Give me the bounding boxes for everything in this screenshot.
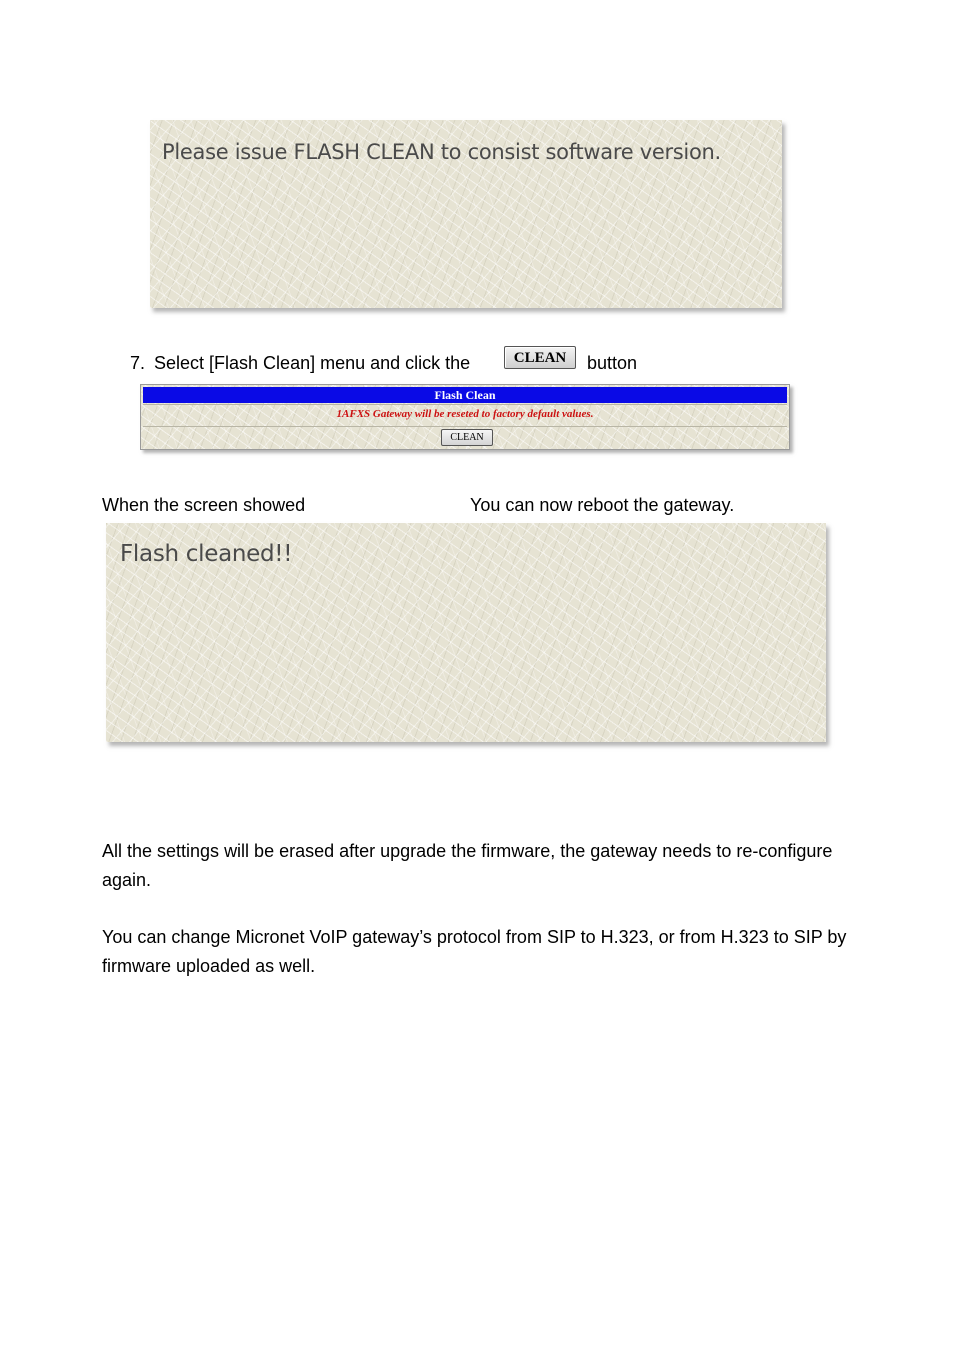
flash-cleaned-screenshot	[106, 523, 826, 742]
clean-button-illustration: CLEAN	[504, 346, 576, 369]
flash-clean-title: Flash Clean	[143, 387, 787, 403]
screen-showed-text: When the screen showed	[102, 495, 306, 515]
reboot-instruction-text: You can now reboot the gateway.	[470, 495, 735, 515]
flash-clean-panel	[140, 384, 790, 450]
step-number: 7.	[130, 353, 146, 373]
flash-clean-button-row	[143, 426, 787, 448]
flash-clean-prompt-screenshot	[150, 120, 782, 308]
factory-reset-warning: 1AFXS Gateway will be reseted to factory default values.	[336, 408, 594, 420]
flash-clean-warning-row	[143, 404, 787, 426]
flash-clean-prompt-message: Please issue FLASH CLEAN to consist software version.	[162, 140, 721, 164]
clean-button[interactable]: CLEAN	[441, 429, 493, 446]
settings-erased-note: All the settings will be erased after upgrade the firmware, the gateway needs to re-configure again.	[102, 841, 833, 890]
step-7-instruction	[130, 352, 470, 374]
flash-cleaned-message: Flash cleaned!!	[120, 541, 293, 567]
step-text-after: button	[587, 353, 638, 373]
step-text: Select [Flash Clean] menu and click the	[154, 353, 471, 373]
protocol-change-note: You can change Micronet VoIP gateway’s protocol from SIP to H.323, or from H.323 to SIP by firmware uploaded as well.	[102, 927, 847, 976]
